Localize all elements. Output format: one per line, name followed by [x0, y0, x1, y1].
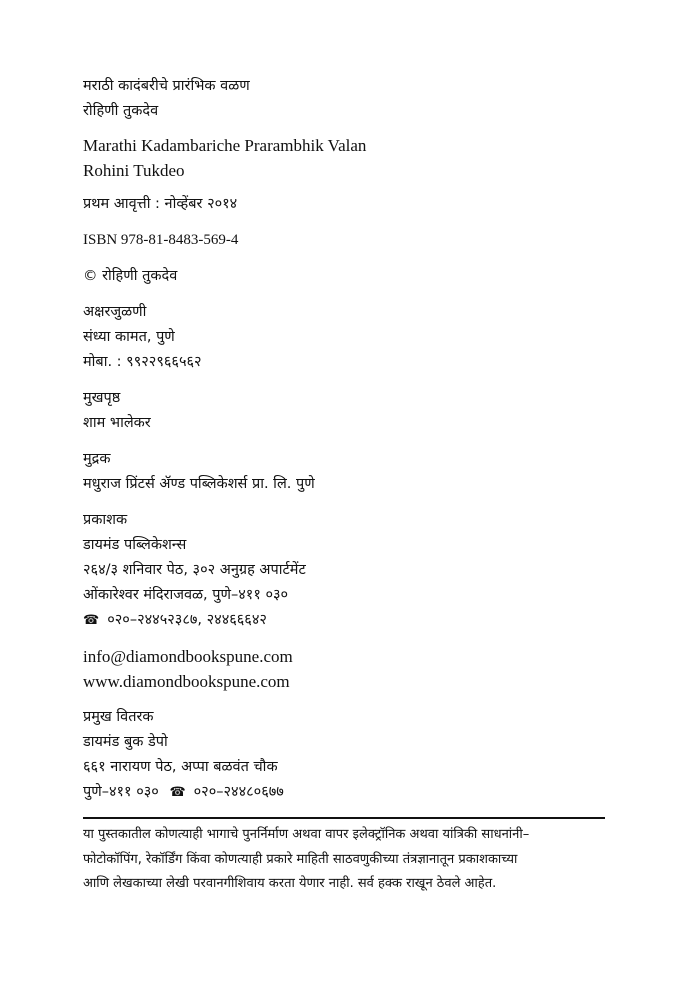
typesetting-heading: अक्षरजुळणी — [83, 304, 147, 320]
author-marathi: रोहिणी तुकदेव — [83, 103, 159, 119]
distributor-name: डायमंड बुक डेपो — [83, 734, 168, 750]
title-block — [83, 74, 605, 124]
telephone-icon: ☎ — [83, 613, 100, 628]
contact-block — [83, 644, 605, 694]
cover-heading: मुखपृष्ठ — [83, 390, 121, 406]
printer-block — [83, 447, 605, 497]
printer-heading: मुद्रक — [83, 451, 111, 467]
copyright-line: © रोहिणी तुकदेव — [83, 268, 178, 284]
publisher-website[interactable]: www.diamondbookspune.com — [83, 672, 290, 691]
typesetting-name: संध्या कामत, पुणे — [83, 329, 175, 345]
title-marathi: मराठी कादंबरीचे प्रारंभिक वळण — [83, 78, 250, 94]
notice-line-2: फोटोकॉपिंग, रेकॉर्डिंग किंवा कोणत्याही प्रकारे माहिती साठवणुकीच्या तंत्रज्ञानातून प्रकाशकाच्या — [83, 851, 518, 867]
distributor-address-line1: ६६१ नारायण पेठ, अप्पा बळवंत चौक — [83, 759, 278, 775]
cover-artist: शाम भालेकर — [83, 415, 151, 431]
distributor-block — [83, 705, 605, 805]
typesetting-block — [83, 300, 605, 375]
publisher-address-line2: ओंकारेश्वर मंदिराजवळ, पुणे–४११ ०३० — [83, 587, 289, 603]
notice-divider — [83, 817, 605, 819]
author-english: Rohini Tukdeo — [83, 161, 185, 180]
typesetting-mobile: मोबा. : ९९२२९६६५६२ — [83, 354, 202, 370]
notice-line-1: या पुस्तकातील कोणत्याही भागाचे पुनर्निर्माण अथवा वापर इलेक्ट्रॉनिक अथवा यांत्रिकी साधनांनी– — [83, 827, 530, 842]
publisher-email[interactable]: info@diamondbookspune.com — [83, 647, 293, 666]
imprint-page — [83, 74, 605, 805]
publisher-phone: ०२०–२४४५२३८७, २४४६६६४२ — [107, 612, 267, 628]
copyright-notice — [83, 823, 613, 897]
isbn: ISBN 978-81-8483-569-4 — [83, 232, 239, 248]
distributor-city-phone-line — [83, 780, 605, 805]
title-english: Marathi Kadambariche Prarambhik Valan — [83, 136, 367, 155]
publisher-name: डायमंड पब्लिकेशन्स — [83, 537, 187, 553]
publisher-phone-line — [83, 608, 605, 633]
distributor-city: पुणे–४११ ०३० — [83, 784, 159, 800]
notice-line-3: आणि लेखकाच्या लेखी परवानगीशिवाय करता येणार नाही. सर्व हक्क राखून ठेवले आहेत. — [83, 876, 497, 891]
telephone-icon: ☎ — [169, 785, 186, 800]
publisher-heading: प्रकाशक — [83, 512, 128, 528]
publisher-block — [83, 508, 605, 633]
cover-block — [83, 386, 605, 436]
distributor-phone: ०२०–२४४८०६७७ — [193, 784, 284, 800]
edition-info: प्रथम आवृत्ती : नोव्हेंबर २०१४ — [83, 196, 238, 212]
english-title-block — [83, 133, 605, 183]
publisher-address-line1: २६४/३ शनिवार पेठ, ३०२ अनुग्रह अपार्टमेंट — [83, 562, 306, 578]
printer-name: मधुराज प्रिंटर्स ॲण्ड पब्लिकेशर्स प्रा. लि. पुणे — [83, 476, 315, 492]
distributor-heading: प्रमुख वितरक — [83, 709, 154, 725]
